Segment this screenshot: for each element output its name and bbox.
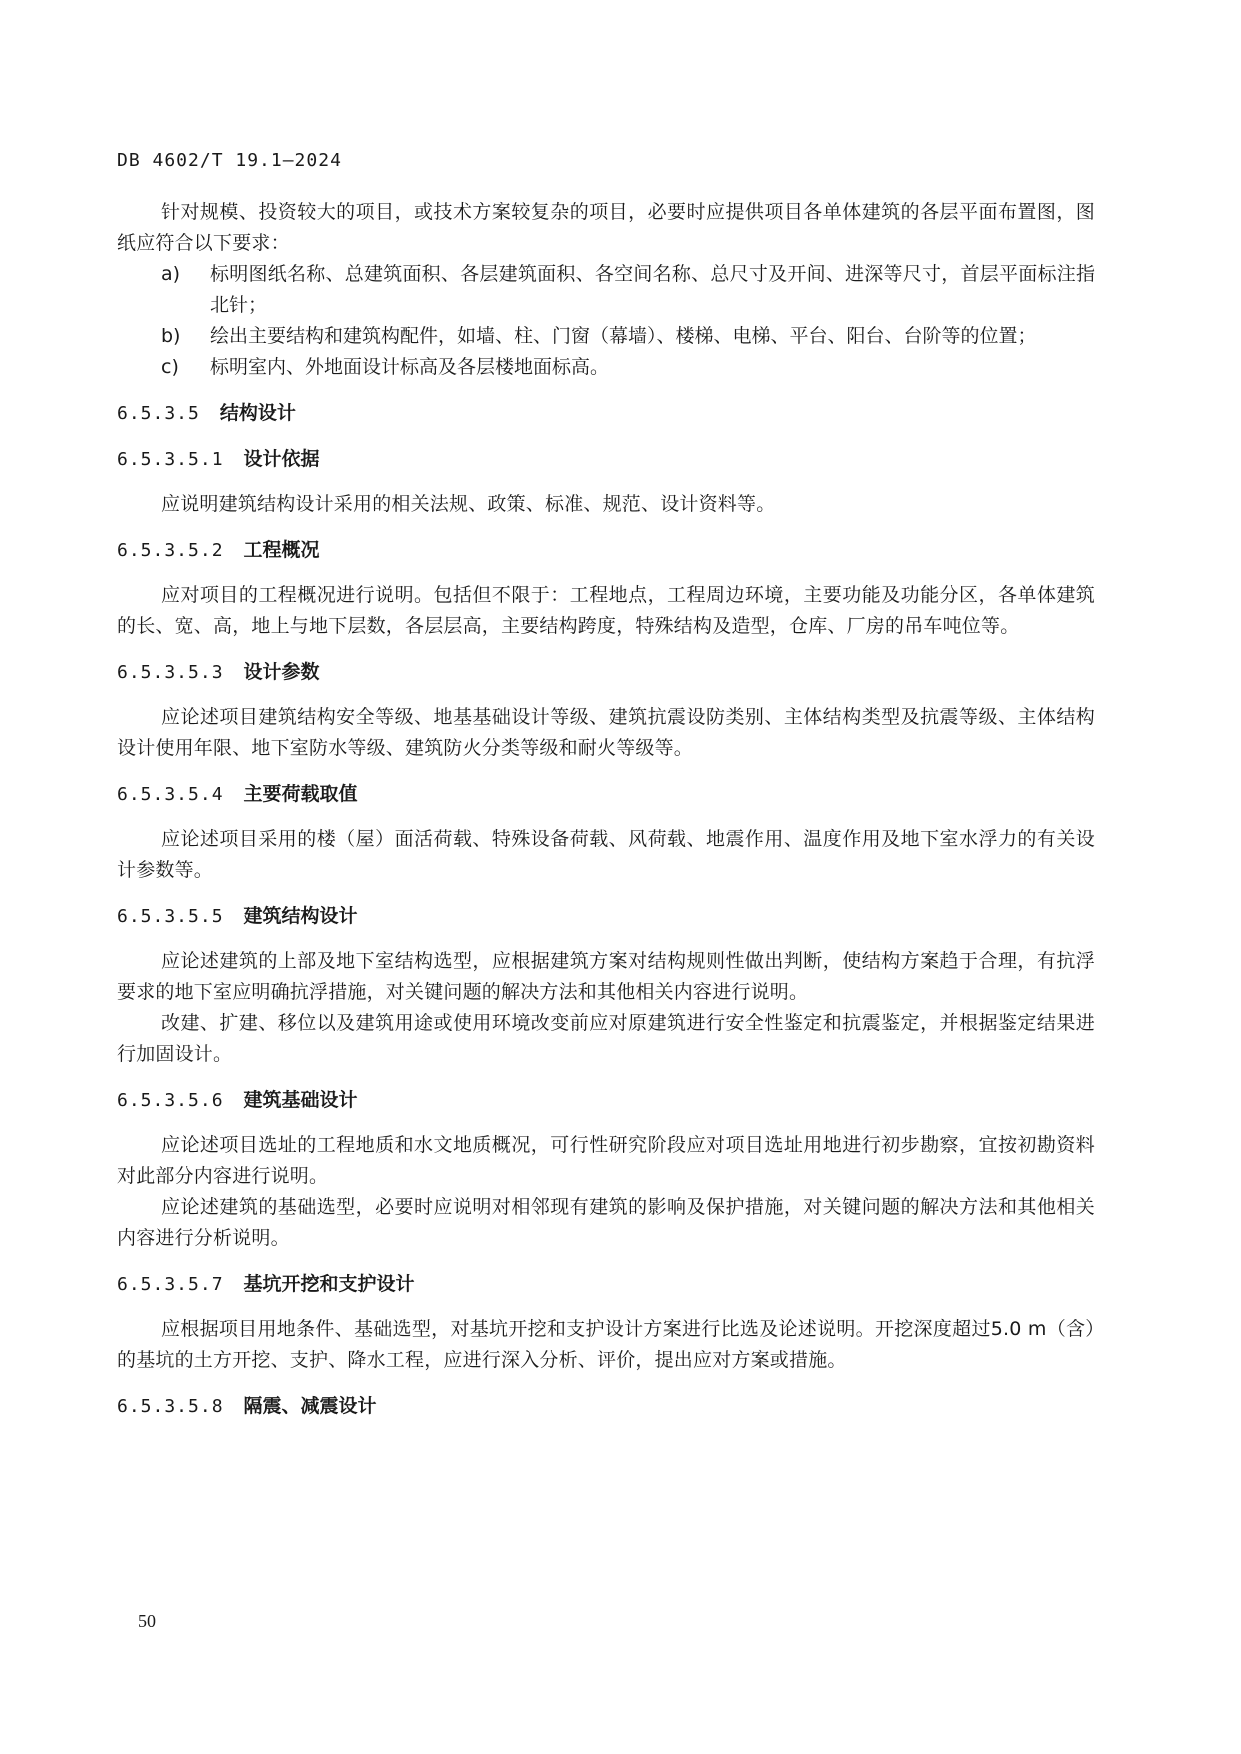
list-marker: b) bbox=[161, 325, 181, 347]
section-number: 6.5.3.5.3 bbox=[117, 662, 224, 683]
section-number: 6.5.3.5.8 bbox=[117, 1396, 224, 1417]
list-marker: c) bbox=[161, 356, 179, 378]
section-title: 基坑开挖和支护设计 bbox=[243, 1273, 415, 1295]
document-code: DB 4602/T 19.1—2024 bbox=[117, 150, 342, 171]
section-number: 6.5.3.5.4 bbox=[117, 784, 224, 805]
section-title: 设计参数 bbox=[243, 661, 320, 683]
section-paragraph: 应对项目的工程概况进行说明。包括但不限于：工程地点，工程周边环境，主要功能及功能分区，各单体建筑的长、宽、高，地上与地下层数，各层层高，主要结构跨度，特殊结构及造型，仓库、厂房的吊车吨位等。 bbox=[117, 584, 1095, 637]
section-number: 6.5.3.5 bbox=[117, 403, 200, 424]
section-title: 建筑基础设计 bbox=[243, 1089, 358, 1111]
page-number: 50 bbox=[138, 1611, 156, 1631]
section-heading bbox=[117, 901, 1095, 932]
section-paragraph: 应说明建筑结构设计采用的相关法规、政策、标准、规范、设计资料等。 bbox=[161, 493, 776, 515]
list-item bbox=[117, 352, 1095, 383]
section-heading bbox=[117, 398, 1095, 429]
section-number: 6.5.3.5.5 bbox=[117, 906, 224, 927]
section-heading bbox=[117, 1269, 1095, 1300]
section-paragraph: 应论述建筑的基础选型，必要时应说明对相邻现有建筑的影响及保护措施，对关键问题的解决方法和其他相关内容进行分析说明。 bbox=[117, 1196, 1095, 1249]
section-title: 建筑结构设计 bbox=[243, 905, 358, 927]
section-paragraph: 改建、扩建、移位以及建筑用途或使用环境改变前应对原建筑进行安全性鉴定和抗震鉴定，并根据鉴定结果进行加固设计。 bbox=[117, 1012, 1095, 1065]
list-marker: a) bbox=[161, 263, 181, 285]
section-title: 主要荷载取值 bbox=[243, 783, 358, 805]
section-paragraph: 应论述项目选址的工程地质和水文地质概况，可行性研究阶段应对项目选址用地进行初步勘察，宜按初勘资料对此部分内容进行说明。 bbox=[117, 1134, 1095, 1187]
section-heading bbox=[117, 1391, 1095, 1422]
section-number: 6.5.3.5.7 bbox=[117, 1274, 224, 1295]
section-number: 6.5.3.5.6 bbox=[117, 1090, 224, 1111]
list-item bbox=[117, 259, 1095, 321]
list-text: 绘出主要结构和建筑构配件，如墙、柱、门窗（幕墙）、楼梯、电梯、平台、阳台、台阶等的位置； bbox=[210, 325, 1037, 347]
section-title: 设计依据 bbox=[243, 448, 320, 470]
section-title: 工程概况 bbox=[243, 539, 320, 561]
list-text: 标明室内、外地面设计标高及各层楼地面标高。 bbox=[210, 356, 610, 378]
list-item bbox=[117, 321, 1095, 352]
section-heading bbox=[117, 444, 1095, 475]
section-heading bbox=[117, 779, 1095, 810]
page-body bbox=[117, 197, 1095, 1436]
list-text: 标明图纸名称、总建筑面积、各层建筑面积、各空间名称、总尺寸及开间、进深等尺寸，首层平面标注指北针； bbox=[210, 263, 1095, 316]
section-number: 6.5.3.5.1 bbox=[117, 449, 224, 470]
section-number: 6.5.3.5.2 bbox=[117, 540, 224, 561]
section-title: 隔震、减震设计 bbox=[243, 1395, 377, 1417]
section-heading bbox=[117, 1085, 1095, 1116]
intro-paragraph: 针对规模、投资较大的项目，或技术方案较复杂的项目，必要时应提供项目各单体建筑的各层平面布置图，图纸应符合以下要求： bbox=[117, 201, 1095, 254]
section-paragraph: 应论述建筑的上部及地下室结构选型，应根据建筑方案对结构规则性做出判断，使结构方案趋于合理，有抗浮要求的地下室应明确抗浮措施，对关键问题的解决方法和其他相关内容进行说明。 bbox=[117, 950, 1095, 1003]
section-title: 结构设计 bbox=[219, 402, 296, 424]
section-heading bbox=[117, 535, 1095, 566]
section-paragraph: 应论述项目采用的楼（屋）面活荷载、特殊设备荷载、风荷载、地震作用、温度作用及地下室水浮力的有关设计参数等。 bbox=[117, 828, 1095, 881]
section-heading bbox=[117, 657, 1095, 688]
section-paragraph: 应论述项目建筑结构安全等级、地基基础设计等级、建筑抗震设防类别、主体结构类型及抗震等级、主体结构设计使用年限、地下室防水等级、建筑防火分类等级和耐火等级等。 bbox=[117, 706, 1095, 759]
section-paragraph: 应根据项目用地条件、基础选型，对基坑开挖和支护设计方案进行比选及论述说明。开挖深度超过5.0 m（含）的基坑的土方开挖、支护、降水工程，应进行深入分析、评价，提出应对方案或措施。 bbox=[117, 1318, 1095, 1371]
